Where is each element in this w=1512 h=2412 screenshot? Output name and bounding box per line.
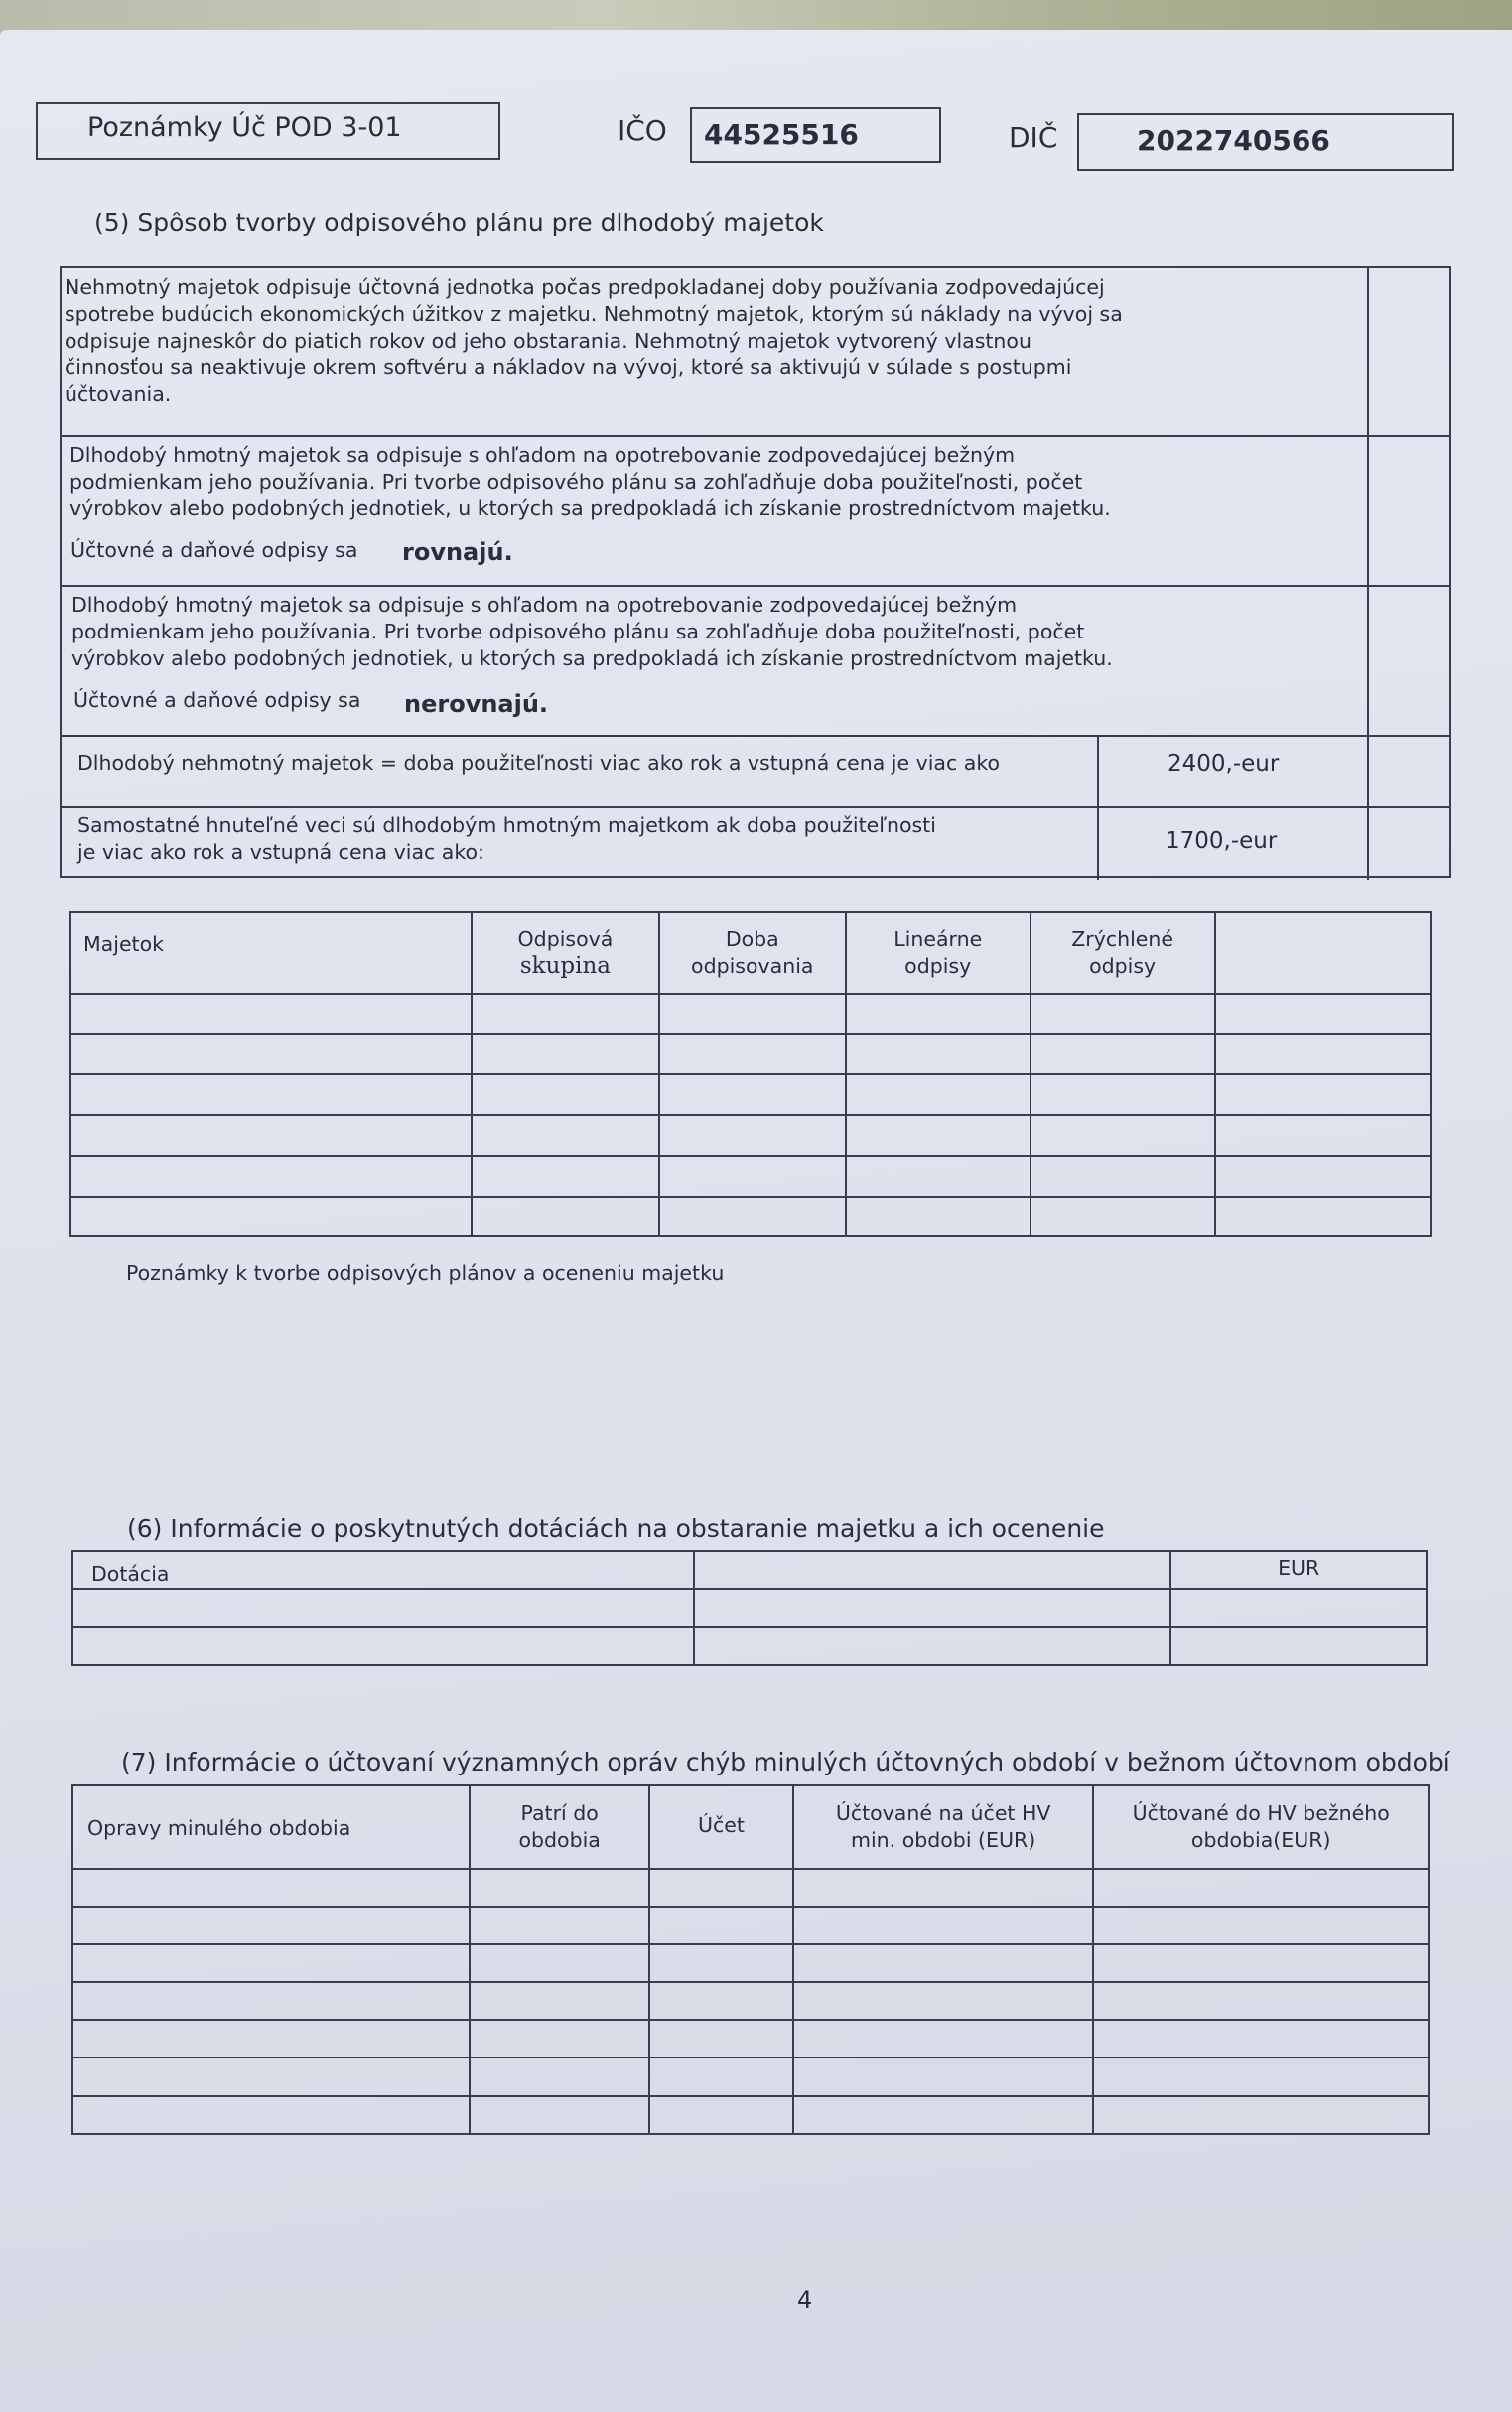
header-linear-depreciation: Lineárne odpisy <box>846 912 1031 994</box>
dic-label: DIČ <box>1009 121 1058 154</box>
header-eur: EUR <box>1170 1551 1427 1589</box>
header-depreciation-group <box>472 912 659 994</box>
section-5-title: (5) Spôsob tvorby odpisového plánu pre dlhodobý majetok <box>94 209 824 237</box>
table-row <box>70 1197 1431 1236</box>
dic-field <box>1077 113 1454 171</box>
table-row <box>72 2057 1429 2096</box>
header-empty <box>1215 912 1431 994</box>
header-accelerated-depreciation: Zrýchlené odpisy <box>1031 912 1215 994</box>
table-row <box>72 1944 1429 1982</box>
header-account: Účet <box>649 1785 793 1869</box>
form-title-box <box>36 102 500 160</box>
header-depreciation-group-line1: Odpisová <box>517 927 614 951</box>
section-6-title: (6) Informácie o poskytnutých dotáciách na obstaranie majetku a ich ocenenie <box>127 1514 1105 1543</box>
section-7-title: (7) Informácie o účtovaní významných opráv chýb minulých účtovných období v bežnom účtovnom období <box>121 1748 1450 1776</box>
tangible-assets-text-1: Dlhodobý hmotný majetok sa odpisuje s ohľadom na opotrebovanie zodpovedajúcej bežným podmienkam jeho používania. Pri tvorbe odpisového plánu sa zohľadňuje doba použiteľnosti, počet výrobkov alebo podobných jednotiek, u ktorých sa predpokladá ich získanie prostredníctvom majetku. <box>69 443 1111 520</box>
subsidies-table <box>71 1550 1428 1666</box>
depreciation-unequal-value: nerovnajú. <box>404 690 549 718</box>
header-asset: Majetok <box>70 912 472 994</box>
header-booked-prior-period: Účtované na účet HV min. obdobi (EUR) <box>793 1785 1094 1869</box>
header-prior-period-corrections: Opravy minulého obdobia <box>72 1785 470 1869</box>
tangible-assets-text-2: Dlhodobý hmotný majetok sa odpisuje s ohľadom na opotrebovanie zodpovedajúcej bežným podmienkam jeho používania. Pri tvorbe odpisového plánu sa zohľadňuje doba použiteľnosti, počet výrobkov alebo podobných jednotiek, u ktorých sa predpokladá ich získanie prostredníctvom majetku. <box>71 593 1113 670</box>
header-subsidy: Dotácia <box>72 1551 694 1589</box>
table-row <box>70 1074 1431 1115</box>
dic-value: 2022740566 <box>1137 124 1330 157</box>
ico-field <box>690 107 941 163</box>
movable-assets-text: Samostatné hnuteľné veci sú dlhodobým hmotným majetkom ak doba použiteľnosti je viac ako rok a vstupná cena viac ako: <box>77 813 936 864</box>
ico-label: IČO <box>618 114 667 147</box>
header-subsidy-blank <box>694 1551 1170 1589</box>
asset-notes-label: Poznámky k tvorbe odpisových plánov a oceneniu majetku <box>126 1261 725 1285</box>
table-header-row <box>70 912 1431 994</box>
ico-value: 44525516 <box>704 118 859 151</box>
table-row <box>72 1627 1427 1665</box>
intangible-threshold-text: Dlhodobý nehmotný majetok = doba použiteľnosti viac ako rok a vstupná cena je viac ako <box>77 751 1001 775</box>
asset-depreciation-table <box>69 911 1432 1237</box>
depreciation-equal-value: rovnajú. <box>402 538 513 566</box>
table-row <box>70 1034 1431 1074</box>
page-number: 4 <box>797 2286 813 2314</box>
header-depreciation-period: Doba odpisovania <box>659 912 846 994</box>
table-row <box>70 1115 1431 1156</box>
table-row <box>70 994 1431 1034</box>
depreciation-label-2: Účtovné a daňové odpisy sa <box>73 688 361 712</box>
intangible-threshold-value: 2400,-eur <box>1168 751 1280 777</box>
movable-assets-threshold-value: 1700,-eur <box>1166 828 1278 854</box>
header-depreciation-group-line2: skupina <box>519 953 612 979</box>
table-header-row <box>72 1785 1429 1869</box>
header-belongs-to-period: Patrí do obdobia <box>470 1785 649 1869</box>
table-row <box>72 2020 1429 2057</box>
table-row <box>72 1589 1427 1627</box>
intangible-assets-text: Nehmotný majetok odpisuje účtovná jednotka počas predpokladanej doby používania zodpovedajúcej spotrebe budúcich ekonomických úžitkov z majetku. Nehmotný majetok, ktorým sú náklady na vývoj sa odpisuje najneskôr do piatich rokov od jeho obstarania. Nehmotný majetok vytvorený vlastnou činnosťou sa neaktivuje okrem softvéru a nákladov na vývoj, ktoré sa aktivujú v súlade s postupmi účtovania. <box>65 275 1123 406</box>
table-row <box>72 2096 1429 2134</box>
form-title: Poznámky Úč POD 3-01 <box>87 112 402 143</box>
table-row <box>70 1156 1431 1197</box>
table-row <box>72 1907 1429 1944</box>
error-corrections-table <box>71 1784 1430 2135</box>
depreciation-method-table <box>60 266 1451 878</box>
table-row <box>72 1869 1429 1907</box>
table-header-row <box>72 1551 1427 1589</box>
table-row <box>72 1982 1429 2020</box>
header-booked-current-period: Účtované do HV bežného obdobia(EUR) <box>1093 1785 1429 1869</box>
depreciation-label-1: Účtovné a daňové odpisy sa <box>70 538 358 562</box>
